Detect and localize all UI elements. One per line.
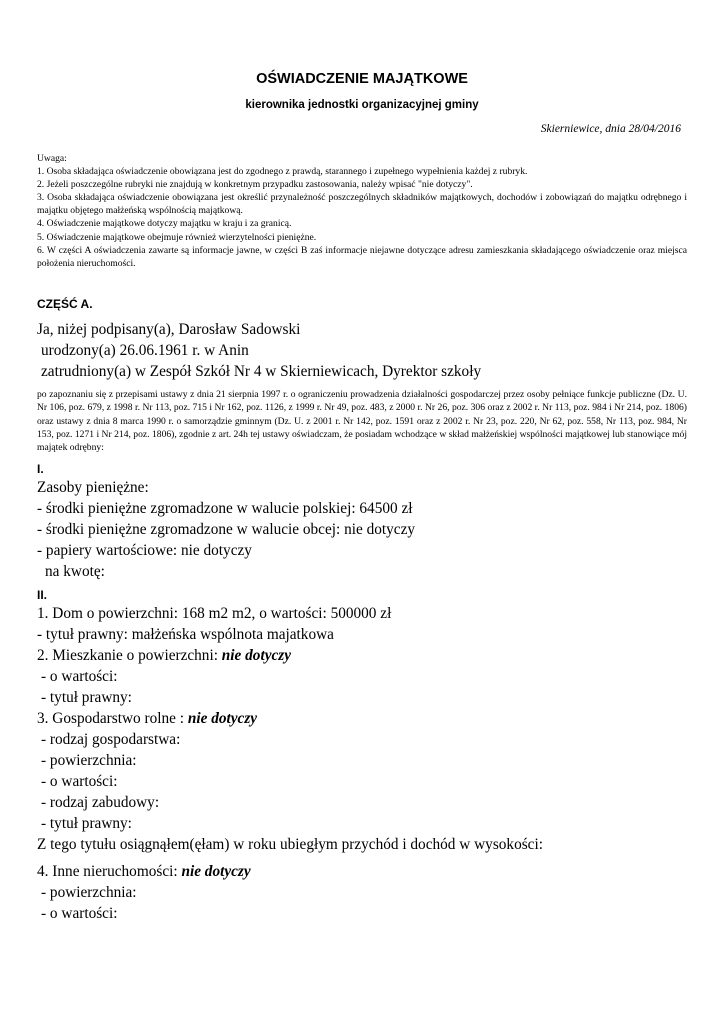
farm-income-line: Z tego tytułu osiągnąłem(ęłam) w roku ubiegłym przychód i dochód w wysokości: xyxy=(37,835,543,853)
note-item: 3. Osoba składająca oświadczenie obowiązana jest określić przynależność poszczególnych składników majątkowych, dochodów i zobowiązań do majątku odrębnego i majątku objętego małżeńską wspólnością majątkową. xyxy=(37,192,687,217)
securities-line: - papiery wartościowe: nie dotyczy xyxy=(37,541,252,559)
section-i-heading: I. xyxy=(37,461,44,476)
farm-buildings-line: - rodzaj zabudowy: xyxy=(41,793,160,811)
farm-line xyxy=(37,708,687,729)
note-item: 2. Jeżeli poszczególne rubryki nie znajdują w konkretnym przypadku zastosowania, należy wpisać "nie dotyczy". xyxy=(37,179,473,191)
polish-currency-line: - środki pieniężne zgromadzone w walucie polskiej: 64500 zł xyxy=(37,499,413,517)
place-and-date: Skierniewice, dnia 28/04/2016 xyxy=(540,123,681,135)
note-item: 6. W części A oświadczenia zawarte są informacje jawne, w części B zaś informacje niejawne dotyczące adresu zamieszkania składającego oświadczenie oraz miejsca położenia nieruchomości. xyxy=(37,244,687,269)
cash-resources-title: Zasoby pieniężne: xyxy=(37,478,149,496)
other-worth-line: - o wartości: xyxy=(41,904,118,922)
farm-area-line: - powierzchnia: xyxy=(41,751,137,769)
other-property-value: nie dotyczy xyxy=(181,862,251,880)
declarant-line: Ja, niżej podpisany(a), Darosław Sadowski xyxy=(37,320,301,338)
farm-value: nie dotyczy xyxy=(187,709,258,727)
house-title-line: - tytuł prawny: małżeńska wspólnota majatkowa xyxy=(37,625,334,643)
notes-heading: Uwaga: xyxy=(37,153,67,164)
legal-basis-text: po zapoznaniu się z przepisami ustawy z dnia 21 sierpnia 1997 r. o ograniczeniu prowadzenia działalności gospodarczej przez osoby pełniące funkcje publiczne (Dz. U. Nr 106, poz. 679, z 1998 r. Nr 113, poz. 715 i Nr 162, poz. 1126, z 1999 r. Nr 49, poz. 483, z 2000 r. Nr 26, poz. 306 oraz z 2002 r. Nr 113, poz. 984 i Nr 214, poz. 1806) oraz ustawy z dnia 8 marca 1990 r. o samorządzie gminnym (Dz. U. z 2001 r. Nr 142, poz. 1591 oraz z 2002 r. Nr 23, poz. 220, Nr 62, poz. 558, Nr 113, poz. 984, Nr 153, poz. 1271 i Nr 214, poz. 1806), zgodnie z art. 24h tej ustawy oświadczam, że posiadam wchodzące w skład małżeńskiej wspólności majątkowej lub stanowiące mój majątek odrębny: xyxy=(37,388,687,454)
note-item: 4. Oświadczenie majątkowe dotyczy majątku w kraju i za granicą. xyxy=(37,218,292,230)
other-property-line xyxy=(37,861,687,882)
house-line: 1. Dom o powierzchni: 168 m2 m2, o wartości: 500000 zł xyxy=(37,604,392,622)
amount-line: na kwotę: xyxy=(45,562,105,580)
note-item: 5. Oświadczenie majątkowe obejmuje również wierzytelności pieniężne. xyxy=(37,231,317,243)
farm-type-line: - rodzaj gospodarstwa: xyxy=(41,730,181,748)
section-ii-heading: II. xyxy=(37,587,48,602)
flat-title-line: - tytuł prawny: xyxy=(41,688,132,706)
document-title: OŚWIADCZENIE MAJĄTKOWE xyxy=(256,71,468,87)
other-area-line: - powierzchnia: xyxy=(41,883,137,901)
other-property-label: 4. Inne nieruchomości: xyxy=(37,862,182,880)
note-item: 1. Osoba składająca oświadczenie obowiązana jest do zgodnego z prawdą, starannego i zupełnego wypełnienia każdej z rubryk. xyxy=(37,166,528,178)
document-subtitle: kierownika jednostki organizacyjnej gminy xyxy=(245,99,479,111)
part-a-heading: CZĘŚĆ A. xyxy=(37,296,93,311)
flat-value: nie dotyczy xyxy=(221,646,292,664)
farm-label: 3. Gospodarstwo rolne : xyxy=(37,709,188,727)
notes-block xyxy=(37,152,687,270)
farm-title-line: - tytuł prawny: xyxy=(41,814,132,832)
foreign-currency-line: - środki pieniężne zgromadzone w walucie obcej: nie dotyczy xyxy=(37,520,416,538)
flat-label: 2. Mieszkanie o powierzchni: xyxy=(37,646,222,664)
flat-line xyxy=(37,645,687,666)
flat-worth-line: - o wartości: xyxy=(41,667,118,685)
employed-line: zatrudniony(a) w Zespół Szkół Nr 4 w Skierniewicach, Dyrektor szkoły xyxy=(41,362,482,380)
farm-worth-line: - o wartości: xyxy=(41,772,118,790)
born-line: urodzony(a) 26.06.1961 r. w Anin xyxy=(41,341,249,359)
